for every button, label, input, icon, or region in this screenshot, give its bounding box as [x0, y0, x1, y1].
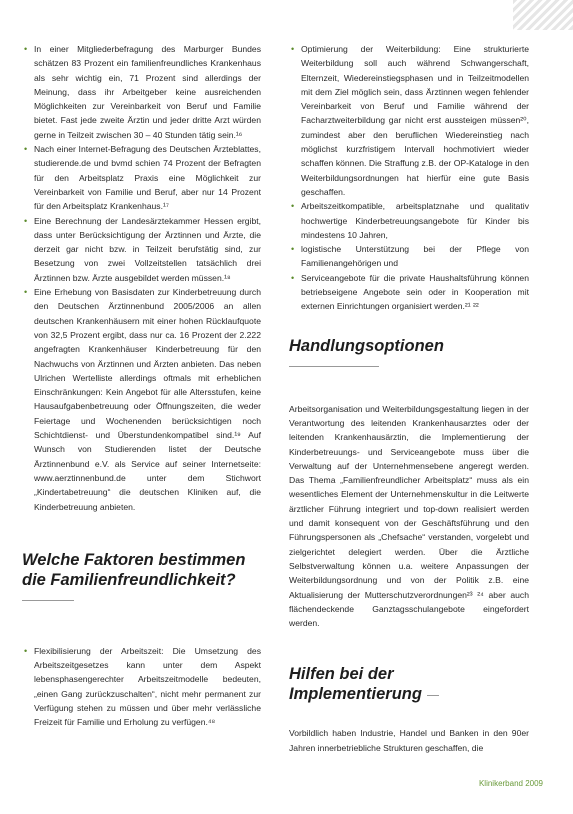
right-column — [289, 42, 529, 755]
left-column — [22, 42, 261, 730]
heading-implementation-text: Hilfen bei der Implementierung — [289, 665, 422, 704]
list-item: • logistische Unterstützung bei der Pflege von Familienangehörigen und — [289, 242, 529, 271]
heading-implementation — [289, 664, 529, 704]
right-bullet-list — [289, 42, 529, 314]
list-item: • Serviceangebote für die private Haushaltsführung können betriebseigene Angebote sein oder in Kooperation mit externen Einrichtungen organisiert werden.²¹ ²² — [289, 271, 529, 314]
list-item: • Nach einer Internet-Befragung des Deutschen Ärzteblattes, studierende.de und bvmd schien 74 Prozent der Befragten für den Arbeitsplatz Praxis eine Möglichkeit zur Vereinbarkeit von Familie und Beruf, aber nur 14 Prozent für den Arbeitsplatz Krankenhaus.¹⁷ — [22, 142, 261, 213]
paragraph-implementation: Vorbildlich haben Industrie, Handel und Banken in den 90er Jahren innerbetriebliche Strukturen geschaffen, die — [289, 728, 529, 753]
heading-options — [289, 336, 529, 376]
heading-rule — [22, 600, 74, 601]
list-item: • Flexibilisierung der Arbeitszeit: Die Umsetzung des Arbeitszeitgesetzes kann unter dem Aspekt lebensphasengerechter Arbeitszeitmodelle bedeuten, „einen Gang zurückzuschalten“, nicht mehr permanent zur Verfügung stehen zu müssen und über mehr verlässliche Freizeit für Familie und Erholung zu verfügen.⁴⁸ — [22, 644, 261, 730]
list-item: • Eine Erhebung von Basisdaten zur Kinderbetreuung durch den Deutschen Ärztinnenbund 2005/2006 an allen deutschen Krankenhäusern mit einer hohen Rücklaufquote von 32,5 Prozent ergibt, dass nur ca. 16 Prozent der 2.222 angefragten Krankenhäuser Kinderbetreuung für den Nachwuchs von Ärztinnen und Ärzten anbieten. Das neben Ulrichen Wertelliste allerdings oftmals mit erheblichen Einschränkungen: Kein Angebot für alle Altersstufen, keine Hausaufgabenbetreuung oder Öffnungszeiten, die weder Feiertage und Wochenenden berücksichtigen noch Schichtdienst- und Überstundenkompatibel sind.¹⁹ Auf Wunsch von Studierenden listet der Deutsche Ärztinnenbund e.V. als Service auf seiner Internetseite: www.aerztinnenbund.de unter dem Stichwort „Kindertabetreuung“ die deutschen Kliniken auf, die Kinderbetreuung anbieten. — [22, 285, 261, 514]
list-item: • Arbeitszeitkompatible, arbeitsplatznahe und qualitativ hochwertige Kinderbetreuungsangebote für Kinder bis mindestens 10 Jahren, — [289, 199, 529, 242]
page-footer: Klinikerband 2009 — [478, 779, 543, 788]
list-item: • In einer Mitgliederbefragung des Marburger Bundes schätzen 83 Prozent ein familienfreundliches Krankenhaus als sehr wichtig ein, 71 Prozent sind allerdings der Meinung, dass ihr Arbeitgeber keine ausreichenden Möglichkeiten zur Vereinbarkeit von Beruf und Familie bietet. Fast jede zweite Ärztin und jeder dritte Arzt würden gerne in Teilzeit zwischen 30 – 40 Stunden tätig sein.¹⁶ — [22, 42, 261, 142]
heading-rule — [427, 695, 439, 696]
paragraph-options: Arbeitsorganisation und Weiterbildungsgestaltung liegen in der Verantwortung des leitenden Krankenhausarztes oder der leitenden Krankenhausärztin, die Implementierung der Kinderbetreuungs- und Serviceangebote muss über die Verwaltung auf der Unternehmensebene angeregt werden. Das Thema „Familienfreundlicher Arbeitsplatz“ muss als ein wesentliches Element der Unternehmenskultur in die Leitwerte ärztlicher Führung integriert und top-down realisiert werden und damit konsequent von der Geschäftsführung und den Führungspersonen als „Chefsache“ verstanden, vorgelebt und zielgerichtet delegiert werden. Über die Ärztliche Selbstverwaltung können u.a. weitere Anpassungen der Weiterbildungsordnung und von der Politik z.B. eine Aktualisierung der Mutterschutzverordnungen²³ ²⁴ aber auch flächendeckende Ganztagsschulangebote eingefordert werden. — [289, 403, 529, 629]
heading-rule — [289, 366, 379, 367]
list-item: • Eine Berechnung der Landesärztekammer Hessen ergibt, dass unter Berücksichtigung der Ärztinnen und Ärzte, die derzeit gar nicht bzw. in Teilzeit berufstätig sind, zur Besetzung von zwei Vollzeitstellen tatsächlich drei Ärztinnen bzw. Ärzte ausgebildet werden müssen.¹⁸ — [22, 214, 261, 285]
left-bullet-list-top — [22, 42, 261, 514]
heading-factors — [22, 550, 261, 610]
left-bullet-list-bottom — [22, 644, 261, 730]
heading-factors-text: Welche Faktoren bestimmen die Familienfreundlichkeit? — [22, 550, 246, 589]
list-item: • Optimierung der Weiterbildung: Eine strukturierte Weiterbildung soll auch während Schwangerschaft, Elternzeit, Wiedereinstiegsphasen und in Teilzeitmodellen mit dem Ziel möglich sein, dass Ärztinnen wegen fehlender Vereinbarkeit von Beruf und Familie während der Facharztweiterbildung gar nicht erst aussteigen müssen²⁰, zumindest aber den beruflichen Wiedereinstieg nach möglichst kurzfristigem Intervall hochmotiviert wieder schaffen können. Die Straffung z.B. der OP-Kataloge in den Weiterbildungsordnungen hat hierfür eine gute Basis geschaffen. — [289, 42, 529, 199]
corner-decoration — [513, 0, 573, 30]
heading-options-text: Handlungsoptionen — [289, 336, 444, 355]
